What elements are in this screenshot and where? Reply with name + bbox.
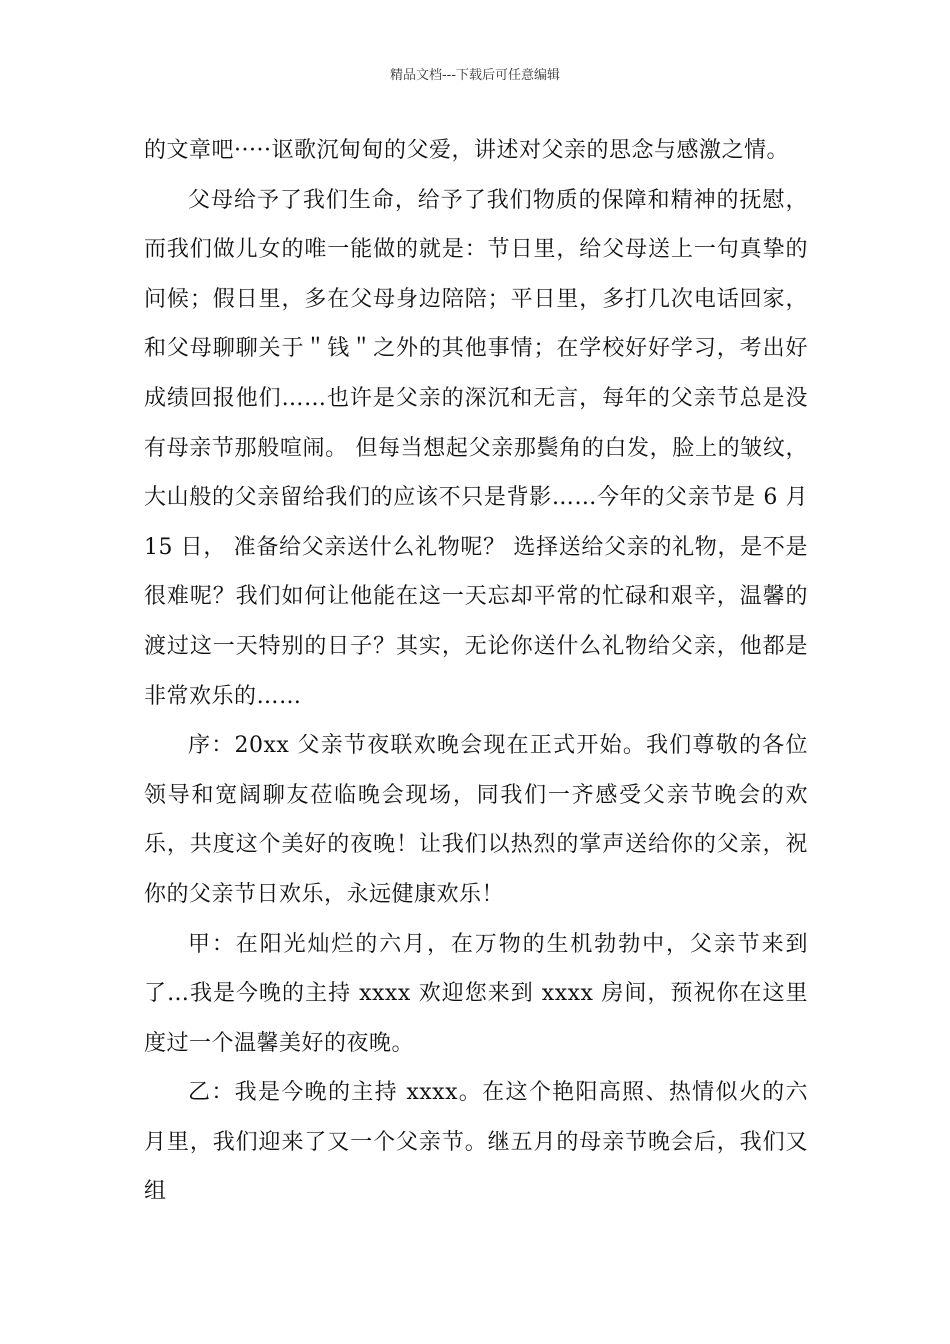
paragraph-parents-gratitude: 父母给予了我们生命，给予了我们物质的保障和精神的抚慰，而我们做儿女的唯一能做的就是：节日里，给父母送上一句真挚的问候；假日里，多在父母身边陪陪；平日里，多打几次电话回家，和父母聊聊关于＂钱＂之外的其他事情；在学校好好学习，考出好成绩回报他们……也许是父亲的深沉和无言，每年的父亲节总是没有母亲节那般喧闹。 但每当想起父亲那鬓角的白发，脸上的皱纹，大山般的父亲留给我们的应该不只是背影……今年的父亲节是 6 月 15 日， 准备给父亲送什么礼物呢？ 选择送给父亲的礼物，是不是很难呢？我们如何让他能在这一天忘却平常的忙碌和艰辛，温馨的渡过这一天特别的日子？其实，无论你送什么礼物给父亲，他都是非常欢乐的…… [144,187,808,709]
paragraph-host-a: 甲：在阳光灿烂的六月，在万物的生机勃勃中，父亲节来到了…我是今晚的主持 xxxx 欢迎您来到 xxxx 房间，预祝你在这里度过一个温馨美好的夜晚。 [144,931,808,1056]
page-header: 精品文档---下载后可任意编辑 [389,68,561,83]
paragraph-host-b: 乙：我是今晚的主持 xxxx。在这个艳阳高照、热情似火的六月里，我们迎来了又一个父亲节。继五月的母亲节晚会后，我们又组 [144,1080,808,1205]
paragraph-preface: 序：20xx 父亲节夜联欢晚会现在正式开始。我们尊敬的各位领导和宽阔聊友莅临晚会现场，同我们一齐感受父亲节晚会的欢乐，共度这个美好的夜晚！让我们以热烈的掌声送给你的父亲，祝你的父亲节日欢乐，永远健康欢乐！ [144,733,808,907]
paragraph-continued-intro: 的文章吧·····讴歌沉甸甸的父爱，讲述对父亲的思念与感激之情。 [144,138,789,163]
document-body [144,126,808,1217]
